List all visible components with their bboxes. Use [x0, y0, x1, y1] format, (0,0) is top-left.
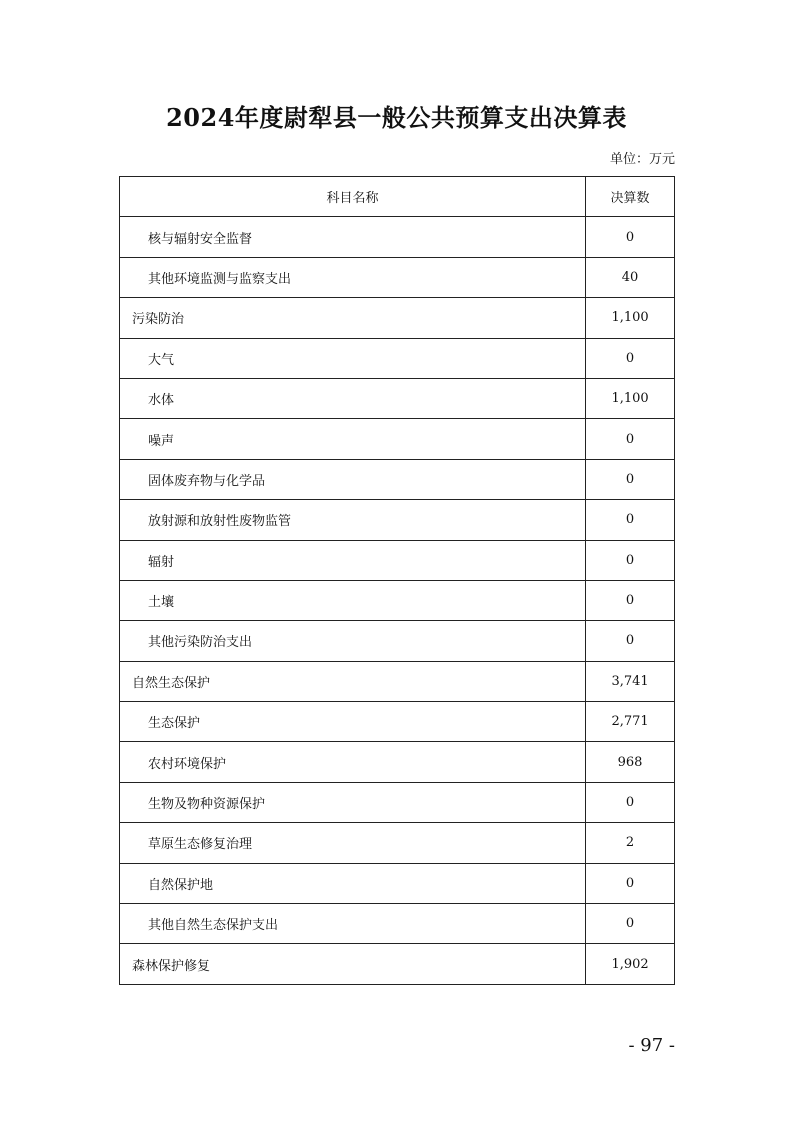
table-row: [120, 904, 675, 944]
row-final-amount: 3,741: [586, 661, 675, 701]
row-final-amount: 0: [586, 540, 675, 580]
row-final-amount: 0: [586, 580, 675, 620]
row-final-amount: 2: [586, 823, 675, 863]
document-title: 2024年度尉犁县一般公共预算支出决算表: [166, 103, 627, 132]
table-row: [120, 863, 675, 903]
table-row: [120, 782, 675, 822]
row-item-name: 森林保护修复: [120, 944, 586, 984]
row-final-amount: 0: [586, 419, 675, 459]
header-final-amount: 决算数: [586, 177, 675, 217]
row-item-name: 大气: [120, 338, 586, 378]
unit-label: 单位：万元: [609, 152, 675, 167]
table-row: [120, 742, 675, 782]
row-item-name: 农村环境保护: [120, 742, 586, 782]
row-item-name: 生物及物种资源保护: [120, 782, 586, 822]
table-row: [120, 823, 675, 863]
table-row: [120, 459, 675, 499]
row-item-name: 自然生态保护: [120, 661, 586, 701]
table-row: [120, 500, 675, 540]
row-item-name: 核与辐射安全监督: [120, 217, 586, 257]
row-final-amount: 40: [586, 257, 675, 297]
row-final-amount: 0: [586, 217, 675, 257]
table-row: [120, 257, 675, 297]
table-row: [120, 661, 675, 701]
row-final-amount: 0: [586, 500, 675, 540]
row-final-amount: 1,100: [586, 378, 675, 418]
table-row: [120, 419, 675, 459]
row-item-name: 固体废弃物与化学品: [120, 459, 586, 499]
header-item-name: 科目名称: [120, 177, 586, 217]
row-final-amount: 0: [586, 782, 675, 822]
row-final-amount: 1,100: [586, 298, 675, 338]
budget-table: [119, 176, 675, 985]
row-item-name: 草原生态修复治理: [120, 823, 586, 863]
table-header-row: [120, 177, 675, 217]
table-row: [120, 338, 675, 378]
table-row: [120, 298, 675, 338]
row-item-name: 自然保护地: [120, 863, 586, 903]
row-item-name: 放射源和放射性废物监管: [120, 500, 586, 540]
row-final-amount: 2,771: [586, 702, 675, 742]
row-item-name: 其他环境监测与监察支出: [120, 257, 586, 297]
row-item-name: 噪声: [120, 419, 586, 459]
row-final-amount: 968: [586, 742, 675, 782]
row-final-amount: 1,902: [586, 944, 675, 984]
row-final-amount: 0: [586, 904, 675, 944]
table-row: [120, 378, 675, 418]
table-row: [120, 702, 675, 742]
row-item-name: 其他自然生态保护支出: [120, 904, 586, 944]
row-item-name: 水体: [120, 378, 586, 418]
row-item-name: 生态保护: [120, 702, 586, 742]
row-final-amount: 0: [586, 621, 675, 661]
row-item-name: 其他污染防治支出: [120, 621, 586, 661]
table-row: [120, 217, 675, 257]
page-number: - 97 -: [628, 1035, 675, 1056]
table-row: [120, 944, 675, 984]
row-final-amount: 0: [586, 338, 675, 378]
row-final-amount: 0: [586, 459, 675, 499]
row-final-amount: 0: [586, 863, 675, 903]
row-item-name: 土壤: [120, 580, 586, 620]
table-row: [120, 621, 675, 661]
row-item-name: 辐射: [120, 540, 586, 580]
table-row: [120, 540, 675, 580]
row-item-name: 污染防治: [120, 298, 586, 338]
table-row: [120, 580, 675, 620]
